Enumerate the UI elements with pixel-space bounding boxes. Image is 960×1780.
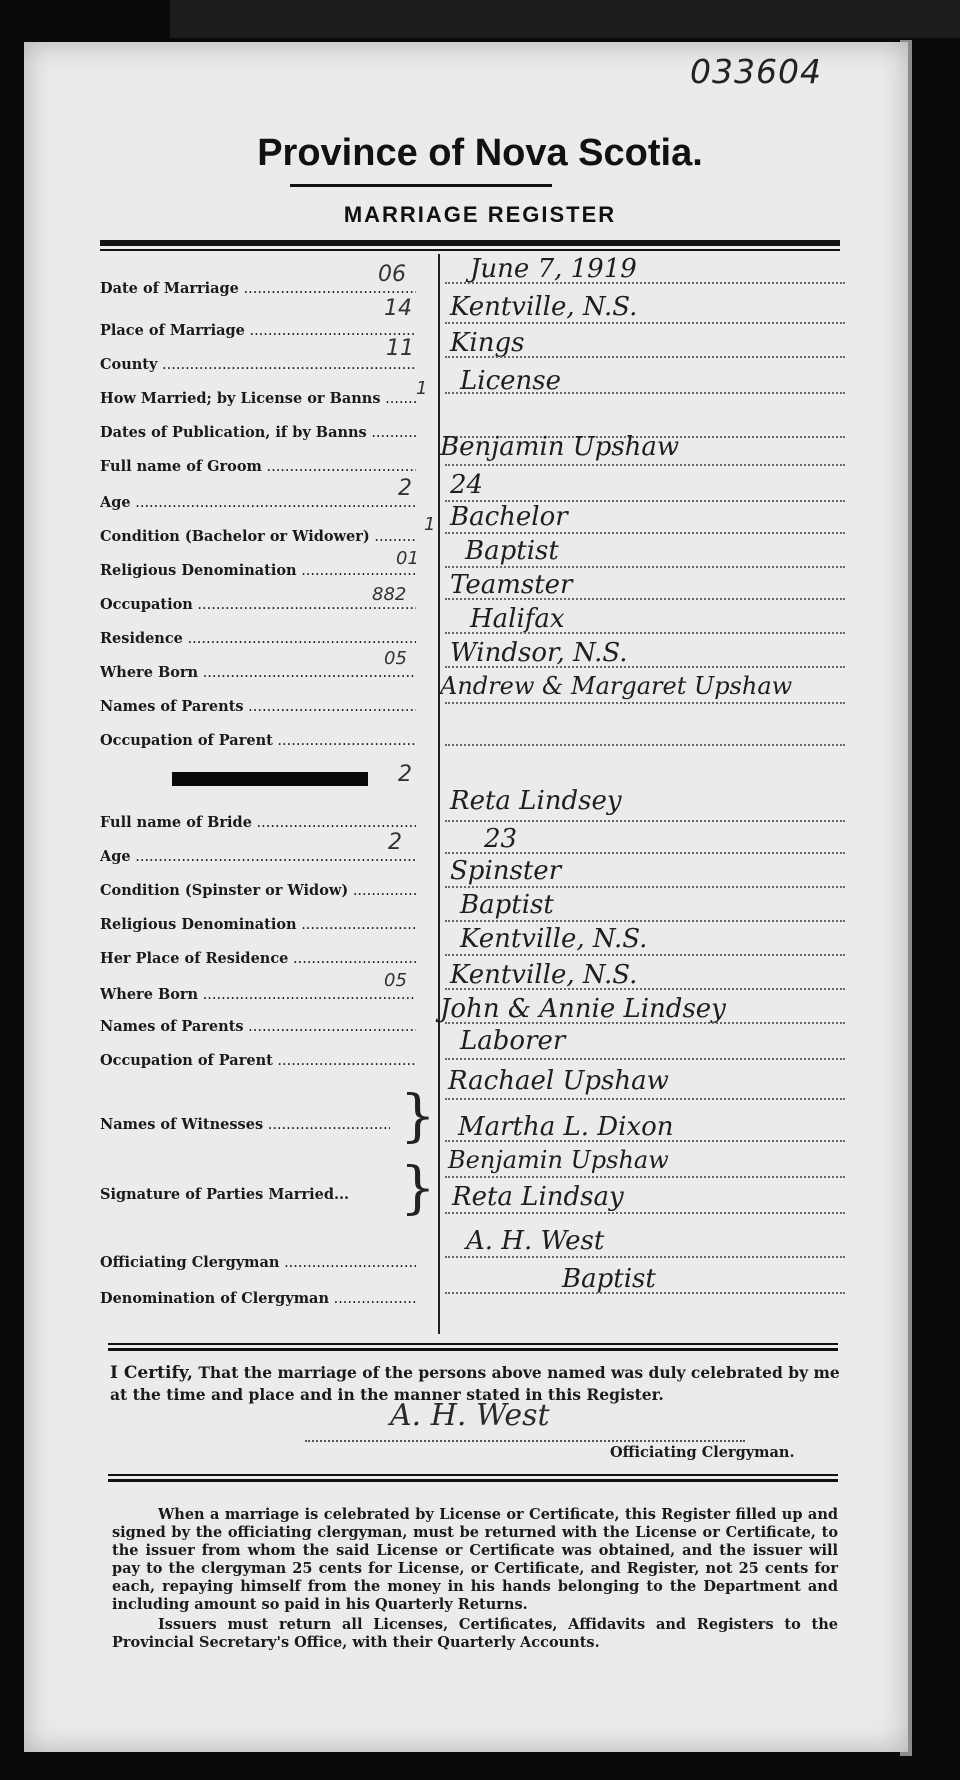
certify-rule	[108, 1343, 838, 1345]
issuer-notice-paragraph: Issuers must return all Licenses, Certificates, Affidavits and Registers to the Provincial Secretary's Office, with their Quarterly Accounts.	[112, 1616, 838, 1651]
entry-line	[445, 954, 845, 956]
label-officiating-clergyman: Officiating Clergyman .....	[100, 1254, 416, 1271]
value-place-of-marriage: Kentville, N.S.	[450, 292, 638, 322]
value-county: Kings	[450, 328, 525, 358]
value-groom-name: Benjamin Upshaw	[440, 432, 680, 462]
label-clergy-denomination: Denomination of Clergyman .....	[100, 1290, 416, 1307]
code-county: 11	[386, 336, 414, 361]
label-bride-born: Where Born .....	[100, 986, 416, 1003]
province-heading: Province of Nova Scotia.	[257, 132, 703, 174]
entry-line	[445, 1022, 845, 1024]
code-groom-age: 2	[398, 476, 412, 501]
signature-caption: Officiating Clergyman.	[610, 1444, 795, 1461]
label-dates-of-publication: Dates of Publication, if by Banns .....	[100, 424, 416, 441]
value-groom-parents: Andrew & Margaret Upshaw	[440, 672, 793, 700]
entry-line	[445, 988, 845, 990]
value-bride-parent-occupation: Laborer	[460, 1026, 566, 1056]
label-bride-parents: Names of Parents .....	[100, 1018, 416, 1035]
value-signature-bride: Reta Lindsay	[452, 1182, 624, 1212]
entry-line	[445, 566, 845, 568]
entry-line	[445, 920, 845, 922]
scanner-strip	[170, 0, 960, 38]
label-how-married: How Married; by License or Banns .....	[100, 390, 416, 407]
label-groom-name: Full name of Groom .....	[100, 458, 416, 475]
entry-line	[445, 532, 845, 534]
witnesses-brace: }	[400, 1084, 436, 1149]
value-bride-residence: Kentville, N.S.	[460, 924, 648, 954]
entry-line	[445, 1176, 845, 1178]
column-divider	[438, 254, 440, 1334]
label-groom-born: Where Born .....	[100, 664, 416, 681]
label-county: County .....	[100, 356, 416, 373]
notice-paragraph: When a marriage is celebrated by License or Certificate, this Register filled up and signed by the officiating clergyman, must be returned with the License or Certificate, to the issuer from whom the said License or Certificate was obtained, and the issuer will pay to the clergyman 25 cents for License, or Certificate, and Register, not 25 cents for each, repaying himself from the money in his hands belonging to the Department and including amount so paid in his Quarterly Returns.	[112, 1506, 838, 1613]
entry-line	[445, 666, 845, 668]
certify-body: That the marriage of the persons above named was duly celebrated by me at the time and place and in the manner stated in this Register.	[110, 1363, 840, 1404]
entry-line	[445, 852, 845, 854]
label-bride-parent-occupation: Occupation of Parent .....	[100, 1052, 416, 1069]
entry-line	[445, 1098, 845, 1100]
value-bride-parents: John & Annie Lindsey	[440, 994, 726, 1024]
serial-number: 033604	[690, 52, 822, 91]
value-signature-groom: Benjamin Upshaw	[448, 1146, 669, 1174]
entry-line	[445, 464, 845, 466]
value-bride-age: 23	[484, 824, 518, 854]
code-groom-condition: 1	[424, 514, 436, 535]
value-officiating-clergyman: A. H. West	[466, 1226, 605, 1256]
label-bride-religion: Religious Denomination .....	[100, 916, 416, 933]
label-groom-occupation: Occupation .....	[100, 596, 416, 613]
code-bride-age: 2	[388, 830, 402, 855]
bride-section-bar	[172, 772, 368, 786]
entry-line	[445, 598, 845, 600]
label-signatures: Signature of Parties Married...	[100, 1186, 350, 1203]
entry-line	[445, 702, 845, 704]
signature-line	[305, 1440, 745, 1442]
entry-line	[445, 322, 845, 324]
entry-line	[445, 1292, 845, 1294]
label-bride-name: Full name of Bride .....	[100, 814, 416, 831]
entry-line	[445, 1140, 845, 1142]
value-groom-born: Windsor, N.S.	[450, 638, 628, 668]
entry-line	[445, 744, 845, 746]
label-bride-condition: Condition (Spinster or Widow) .....	[100, 882, 416, 899]
code-date: 06	[378, 262, 406, 287]
label-groom-condition: Condition (Bachelor or Widower) .....	[100, 528, 416, 545]
label-groom-parent-occupation: Occupation of Parent .....	[100, 732, 416, 749]
header-rule	[100, 240, 840, 246]
entry-line	[445, 1212, 845, 1214]
clergyman-signature: A. H. West	[390, 1398, 550, 1433]
value-groom-condition: Bachelor	[450, 502, 568, 532]
label-date-of-marriage: Date of Marriage .....	[100, 280, 416, 297]
value-groom-religion: Baptist	[465, 536, 559, 566]
code-bride-born: 05	[384, 970, 407, 991]
entry-line	[445, 1256, 845, 1258]
value-bride-born: Kentville, N.S.	[450, 960, 638, 990]
value-bride-condition: Spinster	[450, 856, 562, 886]
register-title: MARRIAGE REGISTER	[343, 202, 617, 227]
entry-line	[445, 392, 845, 394]
header-rule-thin	[100, 249, 840, 251]
value-witness-1: Rachael Upshaw	[448, 1066, 669, 1096]
notice-rule-thick	[108, 1479, 838, 1482]
code-bride-section: 2	[398, 762, 412, 787]
entry-line	[445, 1058, 845, 1060]
value-bride-religion: Baptist	[460, 890, 554, 920]
label-witnesses: Names of Witnesses .....	[100, 1116, 390, 1133]
entry-line	[445, 886, 845, 888]
entry-line	[445, 820, 845, 822]
certify-lead: I Certify,	[110, 1363, 193, 1383]
code-groom-religion: 01	[396, 548, 419, 569]
code-groom-occupation: 882	[372, 584, 407, 605]
label-place-of-marriage: Place of Marriage .....	[100, 322, 416, 339]
title-rule	[290, 184, 552, 187]
label-groom-residence: Residence .....	[100, 630, 416, 647]
value-groom-occupation: Teamster	[450, 570, 573, 600]
value-groom-residence: Halifax	[470, 604, 565, 634]
code-place: 14	[384, 296, 412, 321]
value-witness-2: Martha L. Dixon	[458, 1112, 674, 1142]
value-clergy-denomination: Baptist	[562, 1264, 656, 1294]
value-groom-age: 24	[450, 470, 484, 500]
certify-rule-thick	[108, 1348, 838, 1351]
value-how-married: License	[460, 366, 562, 396]
label-groom-parents: Names of Parents .....	[100, 698, 416, 715]
label-groom-religion: Religious Denomination .....	[100, 562, 416, 579]
signatures-brace: }	[400, 1156, 436, 1221]
value-bride-name: Reta Lindsey	[450, 786, 622, 816]
label-bride-residence: Her Place of Residence .....	[100, 950, 416, 967]
code-how-married: 1	[416, 378, 428, 399]
entry-line	[445, 282, 845, 284]
entry-line	[445, 632, 845, 634]
label-bride-age: Age .....	[100, 848, 416, 865]
code-groom-born: 05	[384, 648, 407, 669]
entry-line	[445, 356, 845, 358]
value-date-of-marriage: June 7, 1919	[470, 254, 637, 284]
notice-rule	[108, 1474, 838, 1476]
label-groom-age: Age .....	[100, 494, 416, 511]
